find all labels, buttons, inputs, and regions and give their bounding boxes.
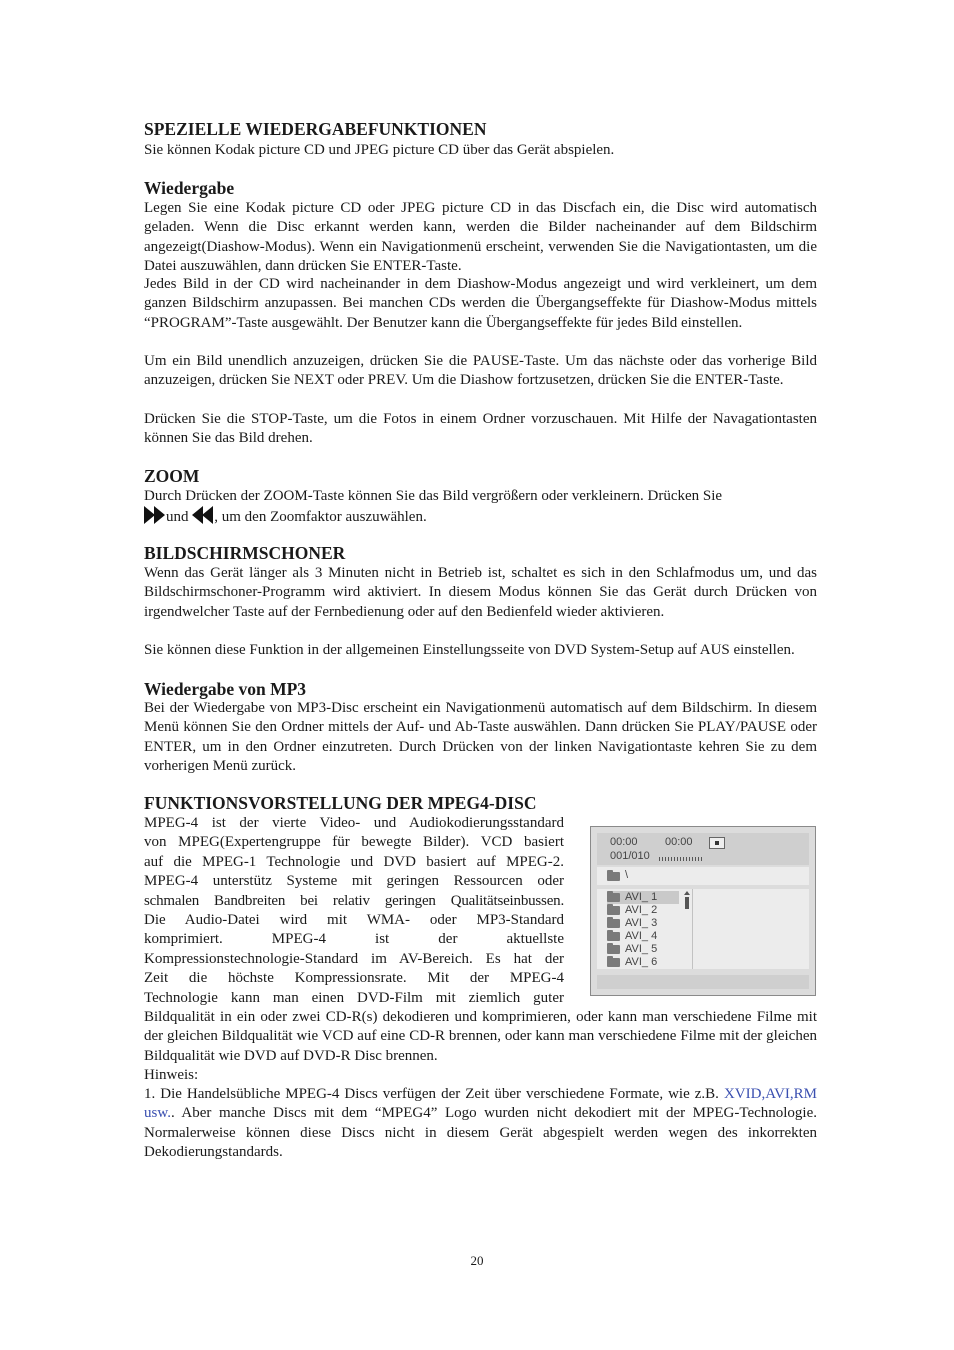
mpeg4-rest: Bildqualität in ein oder zwei CD-R(s) dekodieren und komprimieren, oder kann man verschiedene Filme mit der gleichen Bildqualität wie VCD auf eine CD-R brennen, oder kann man verschiedene Filme mit der gleichen Bildqualität wie DVD auf DVD-R Disc brennen. — [144, 1009, 817, 1064]
progress-dots — [659, 857, 703, 861]
screen-path-bar — [597, 867, 809, 885]
file-counter: 001/010 — [610, 850, 650, 862]
stop-icon — [709, 837, 725, 849]
mpeg4-line: Zeit die höchste Kompressionsrate. Mit der MPEG-4 — [144, 970, 564, 987]
heading-mp3: Wiedergabe von MP3 — [144, 679, 307, 699]
page-number: 20 — [470, 1253, 484, 1268]
zoom-text-end: , um den Zoomfaktor auszuwählen. — [214, 509, 427, 526]
format-list: XVID,AVI,RM usw. — [144, 1086, 818, 1122]
heading-wiedergabe: Wiedergabe — [144, 178, 235, 198]
rewind-icon — [192, 506, 214, 524]
list-divider — [692, 889, 693, 969]
wiedergabe-p4: Drücken Sie die STOP-Taste, um die Fotos in einem Ordner vorzuschauen. Mit Hilfe der Navagationtasten können Sie das Bild drehen. — [144, 411, 817, 447]
heading-spezielle: SPEZIELLE WIEDERGABEFUNKTIONEN — [144, 119, 487, 139]
mpeg4-line: MPEG-4 unterstütz Systeme mit geringen Ressourcen oder — [144, 873, 564, 890]
heading-zoom: ZOOM — [144, 466, 200, 486]
mpeg4-line: komprimiert. MPEG-4 ist der aktuellste — [144, 931, 564, 948]
wiedergabe-p2: Jedes Bild in der CD wird nacheinander in dem Diashow-Modus angezeigt und wird verkleinert, um dem ganzen Bildschirm anzupassen. Bei manchen CDs werden die Übergangseffekte für Diashow-Modus mittels “PROGRAM”-Taste ausgewählt. Der Benutzer kann die Übergangseffekte für jedes Bild einstellen. — [144, 276, 817, 331]
wiedergabe-p3: Um ein Bild unendlich anzuzeigen, drücken Sie die PAUSE-Taste. Um das nächste oder das vorherige Bild anzuzeigen, drücken Sie NEXT oder PREV. Um die Diashow fortzusetzen, drücken Sie die ENTER-Taste. — [144, 353, 817, 389]
bildschirmschoner-p1: Wenn das Gerät länger als 3 Minuten nicht in Betrieb ist, schaltet es sich in den Schlafmodus um, und das Bildschirmschoner-Programm wird aktiviert. In diesem Modus können Sie das Gerät durch Drücken von irgendwelcher Taste auf der Fernbedienung oder auf den Bedienfeld wieder aktivieren. — [144, 565, 817, 620]
fast-forward-icon — [144, 506, 166, 524]
mpeg4-line: Kompressionstechnologie-Standard im AV-Bereich. Es hat der — [144, 950, 564, 967]
heading-mpeg4: FUNKTIONSVORSTELLUNG DER MPEG4-DISC — [144, 793, 537, 813]
zoom-p1 — [144, 487, 817, 528]
current-path: \ — [625, 869, 629, 881]
note-text-end: . Aber manche Discs mit dem “MPEG4” Logo wurden nicht dekodiert mit der MPEG-Technologie. Normalerweise können diese Discs nicht in diesem Gerät abgespielt werden wegen des inkorrekten Dekodierungstandards. — [144, 1105, 817, 1161]
folder-icon — [607, 958, 620, 967]
zoom-und: und — [166, 509, 189, 526]
mpeg4-line: MPEG-4 ist der vierte Video- und Audiokodierungsstandard — [144, 815, 564, 831]
mpeg4-intro-column — [144, 814, 564, 1008]
note-text-start: 1. Die Handelsübliche MPEG-4 Discs verfügen der Zeit über verschiedene Formate, wie z.B. — [144, 1086, 719, 1102]
mpeg4-line: auf die MPEG-1 Technologie und DVD basiert auf MPEG-2. — [144, 853, 564, 870]
mpeg4-menu-screenshot — [590, 826, 816, 996]
file-item-selected — [607, 891, 679, 904]
hinweis-note — [144, 1085, 817, 1163]
zoom-text-start: Durch Drücken der ZOOM-Taste können Sie das Bild vergrößern oder verkleinern. Drücken Sie — [144, 488, 723, 504]
file-name: AVI_ 5 — [625, 943, 658, 955]
folder-icon — [607, 906, 620, 915]
mpeg4-line: Die Audio-Datei wird mit WMA- oder MP3-Standard — [144, 912, 564, 929]
folder-icon — [607, 893, 620, 902]
mpeg4-line: von MPEG(Expertengruppe für bewegte Bilder). VCD basiert — [144, 834, 564, 851]
total-time: 00:00 — [665, 836, 693, 848]
file-name: AVI_ 4 — [625, 930, 658, 942]
folder-icon — [607, 945, 620, 954]
file-name: AVI_ 3 — [625, 917, 658, 929]
bildschirmschoner-p2: Sie können diese Funktion in der allgemeinen Einstellungsseite von DVD System-Setup auf AUS einstellen. — [144, 642, 795, 658]
file-name: AVI_ 6 — [625, 956, 658, 968]
mp3-p1: Bei der Wiedergabe von MP3-Disc erscheint ein Navigationmenü automatisch auf dem Bildschirm. In diesem Menü können Sie den Ordner mittels der Auf- und Ab-Taste auswählen. Dann drücken Sie PLAY/PAUSE oder ENTER, um in den Ordner einzutreten. Durch Drücken von der linken Navigationtaste kehren Sie zu dem vorherigen Menü zurück. — [144, 700, 817, 775]
folder-icon — [607, 932, 620, 941]
screen-bottom-bar — [597, 975, 809, 989]
wiedergabe-p1: Legen Sie eine Kodak picture CD oder JPEG picture CD in das Discfach ein, die Disc wird automatisch geladen. Wenn die Disc erkannt werden kann, werden die Bilder nacheinander auf dem Bildschirm angezeigt(Diashow-Modus). Wenn ein Navigationmenü erscheint, verwenden Sie die Navigationtasten, um die Datei auszuwählen, dann drücken Sie ENTER-Taste. — [144, 200, 817, 275]
scroll-up-icon — [684, 891, 690, 895]
screen-status-bar — [597, 833, 809, 865]
mpeg4-line: schmalen Bandbreiten bei relativ geringen Qualitätseinbussen. — [144, 892, 564, 909]
hinweis-label: Hinweis: — [144, 1067, 199, 1083]
mpeg4-line: Technologie kann man einen DVD-Film mit ziemlich guter — [144, 989, 564, 1006]
file-name: AVI_ 1 — [625, 891, 658, 903]
scrollbar — [685, 891, 689, 967]
elapsed-time: 00:00 — [610, 836, 638, 848]
intro-text: Sie können Kodak picture CD und JPEG picture CD über das Gerät abspielen. — [144, 142, 615, 158]
file-name: AVI_ 2 — [625, 904, 658, 916]
folder-icon — [607, 919, 620, 928]
heading-bildschirmschoner: BILDSCHIRMSCHONER — [144, 543, 346, 563]
scroll-thumb — [685, 897, 689, 909]
folder-icon — [607, 872, 620, 881]
screen-file-list — [597, 889, 809, 969]
